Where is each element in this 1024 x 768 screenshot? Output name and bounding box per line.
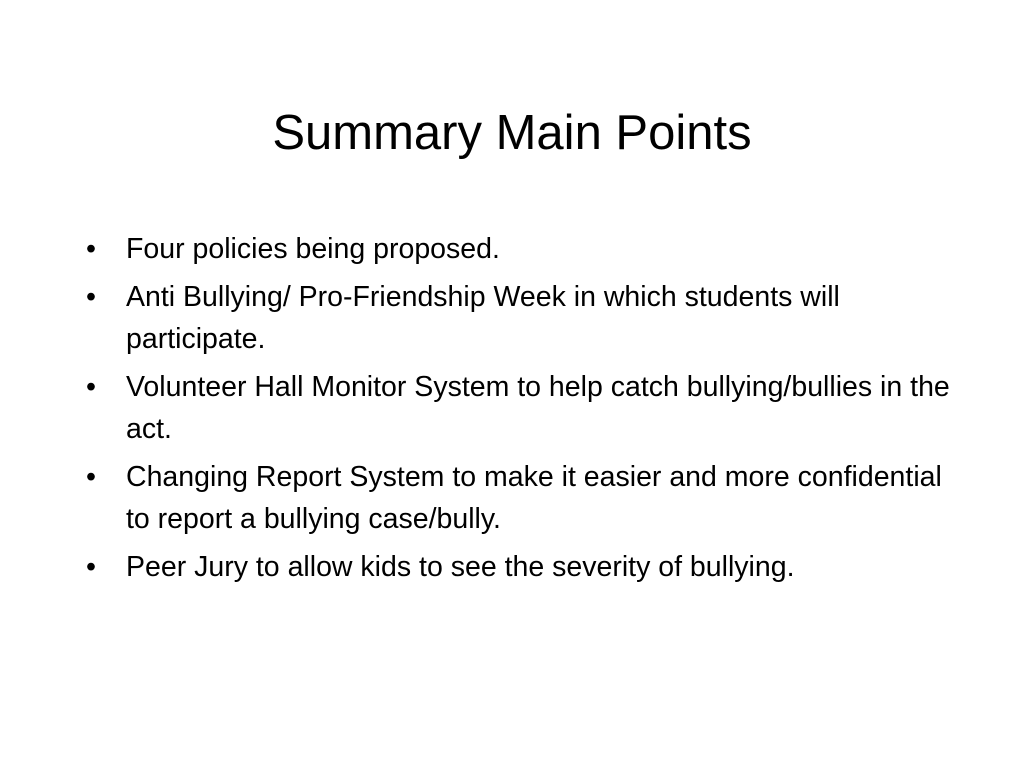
bullet-item xyxy=(80,366,950,450)
bullet-list xyxy=(80,228,950,594)
bullet-item xyxy=(80,456,950,540)
bullet-text: Anti Bullying/ Pro-Friendship Week in which students will participate. xyxy=(126,281,840,355)
bullet-text: Four policies being proposed. xyxy=(126,233,500,265)
bullet-text: Volunteer Hall Monitor System to help catch bullying/bullies in the act. xyxy=(126,371,950,445)
bullet-text: Peer Jury to allow kids to see the severity of bullying. xyxy=(126,551,795,583)
bullet-item xyxy=(80,276,950,360)
bullet-dot-icon: • xyxy=(86,551,96,583)
bullet-item xyxy=(80,228,950,270)
bullet-text: Changing Report System to make it easier and more confidential to report a bullying case/bully. xyxy=(126,461,942,535)
bullet-dot-icon: • xyxy=(86,371,96,403)
bullet-item xyxy=(80,546,950,588)
bullet-dot-icon: • xyxy=(86,233,96,265)
bullet-dot-icon: • xyxy=(86,461,96,493)
slide-title: Summary Main Points xyxy=(272,106,752,160)
bullet-dot-icon: • xyxy=(86,281,96,313)
